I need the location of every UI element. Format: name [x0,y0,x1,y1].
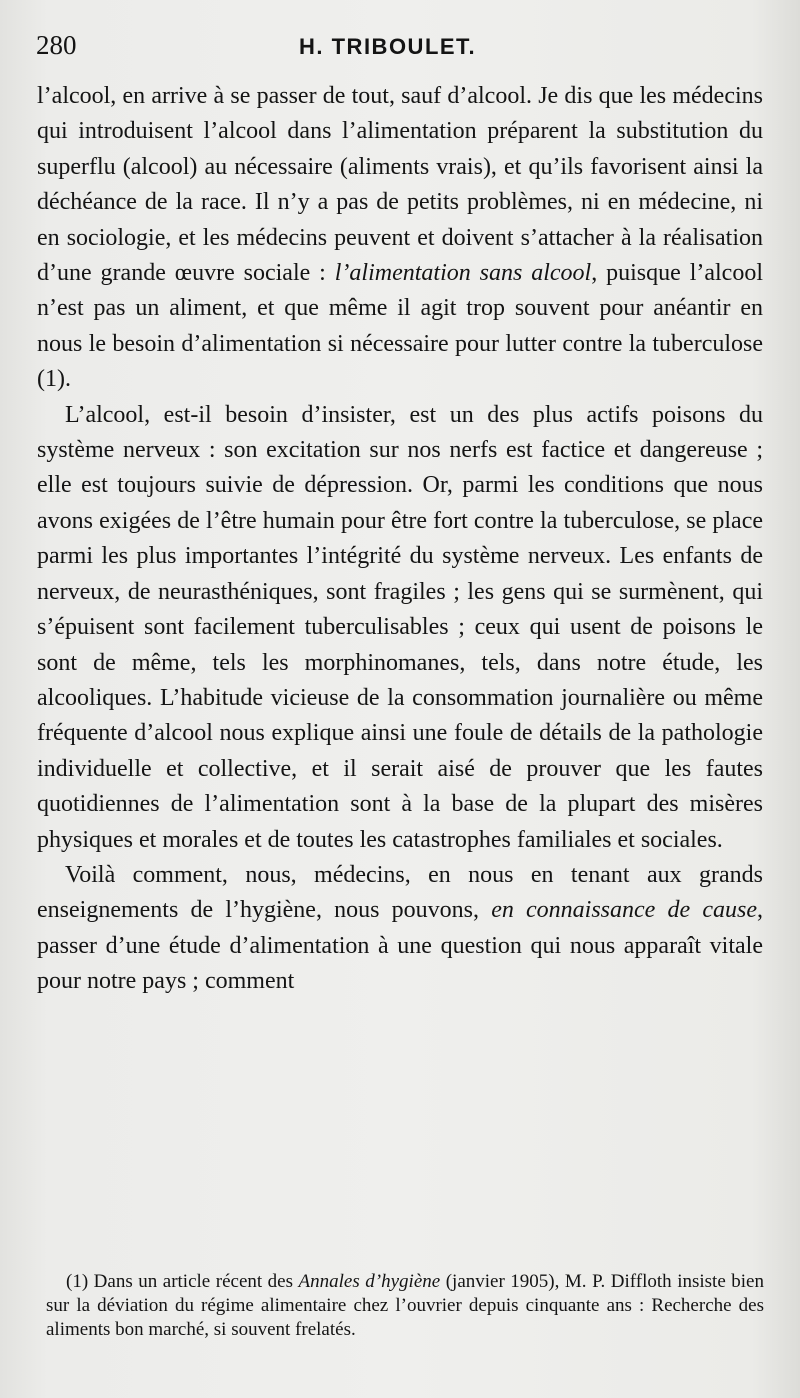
body-text [37,79,763,1000]
footnote [46,1270,764,1342]
page-header [36,30,764,70]
footnote-text: (janvier 1905), M. P. Diffloth insiste bien sur la déviation du régime alimentaire chez l’ouvrier depuis cinquante ans : Recherche des aliments bon marché, si souvent frelatés. [46,1271,764,1340]
paragraph-text: , puisque l’alcool n’est pas un aliment, et que même il agit trop souvent pour anéantir en nous le besoin d’alimentation si nécessaire pour lutter contre la tuberculose (1). [37,260,763,393]
paragraph [37,79,763,398]
footnotes [46,1270,764,1342]
paragraph-text: , passer d’une étude d’alimentation à une question qui nous apparaît vitale pour notre pays ; comment [37,897,763,995]
paragraph-italic-text: en connaissance de cause [491,897,757,924]
running-head: H. TRIBOULET. [299,34,477,59]
page-number: 280 [36,30,77,60]
paragraph [37,858,763,1000]
paragraph-text: L’alcool, est-il besoin d’insister, est un des plus actifs poisons du système nerveux : son excitation sur nos nerfs est factice et dangereuse ; elle est toujours suivie de dépression. Or, parmi les conditions que nous avons exigées de l’être humain pour être fort contre la tuberculose, se place parmi les plus importantes l’intégrité du système nerveux. Les enfants de nerveux, de neurasthéniques, sont fragiles ; les gens qui se surmènent, qui s’épuisent sont facilement tuberculisables ; ceux qui usent de poisons le sont de même, tels les morphinomanes, tels, dans notre étude, les alcooliques. L’habitude vicieuse de la consommation journalière ou même fréquente d’alcool nous explique ainsi une foule de détails de la pathologie individuelle et collective, et il serait aisé de prouver que les fautes quotidiennes de l’alimentation sont à la base de la plupart des misères physiques et morales et de toutes les catastrophes familiales et sociales. [37,401,763,853]
footnote-text: (1) Dans un article récent des [66,1271,299,1292]
paragraph-text: Voilà comment, nous, médecins, en nous en tenant aux grands enseignements de l’hygiène, nous pouvons, [37,861,763,924]
paragraph-text: l’alcool, en arrive à se passer de tout, sauf d’alcool. Je dis que les médecins qui introduisent l’alcool dans l’alimentation préparent la substitution du superflu (alcool) au nécessaire (aliments vrais), et qu’ils favorisent ainsi la déchéance de la race. Il n’y a pas de petits problèmes, ni en médecine, ni en sociologie, et les médecins peuvent et doivent s’attacher à la réalisation d’une grande œuvre sociale : [37,83,763,287]
paragraph-italic-text: l’alimentation sans alcool [334,260,592,287]
footnote-italic-text: Annales d’hygiène [298,1271,441,1292]
paragraph [37,398,763,858]
